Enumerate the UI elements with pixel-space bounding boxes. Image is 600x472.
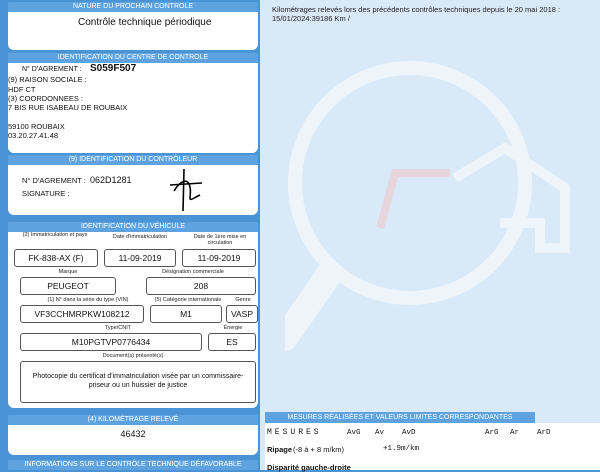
disparite-label: Disparité gauche-droite (267, 463, 351, 472)
col-ar: Ar (510, 429, 520, 437)
documents-value: Photocopie du certificat d'immatriculation visée par un commissaire-priseur ou un huissier de justice (20, 361, 256, 403)
phone: 03.20.27.41.48 (8, 131, 59, 140)
immat-value: FK-838-AX (F) (14, 249, 98, 267)
prochain-controle-box (8, 12, 258, 50)
centre-box (8, 63, 258, 153)
kilometrage-box (8, 425, 258, 455)
signature-label: SIGNATURE : (22, 189, 70, 198)
centre-agrement-label: N° D'AGREMENT : (22, 66, 82, 73)
documents-label: Document(s) présenté(s) (102, 353, 164, 359)
address-line2: 59100 ROUBAIX (8, 122, 65, 131)
raison-sociale-label: (9) RAISON SOCIALE : (8, 75, 87, 84)
centre-agrement-value: S059F507 (90, 63, 137, 74)
signature-image (166, 167, 206, 213)
vin-value: VF3CCHMRPKW108212 (20, 305, 144, 323)
coordonnees-label: (3) COORDONNEES : (8, 94, 84, 103)
designation-label: Désignation commerciale (162, 269, 224, 275)
vin-label: (1) N° dans la série du type (VIN) (47, 297, 129, 303)
prochain-controle-header: NATURE DU PROCHAIN CONTROLE (8, 2, 258, 12)
controleur-agrement-value: 062D1281 (90, 175, 132, 185)
km-history-text: Kilométrages relevés lors des précédents contrôles techniques depuis le 20 mai 2018 : 15/01/2024:39186 Km / (272, 5, 561, 23)
ripage-label: Ripage (267, 445, 293, 454)
col-arg: ArG (485, 429, 499, 437)
col-avg: AvG (347, 429, 361, 437)
genre-label: Genre (235, 297, 251, 303)
date-immat-label: Date d'immatriculation (112, 234, 168, 240)
ripage-value: +1.9m/km (383, 445, 420, 453)
prochain-controle-value: Contrôle technique périodique (78, 17, 212, 28)
col-ard: ArD (537, 429, 551, 437)
informations-defavorable-header: INFORMATIONS SUR LE CONTRÔLE TECHNIQUE DÉFAVORABLE (8, 460, 258, 470)
controleur-agrement-label: N° D'AGREMENT : (22, 176, 86, 185)
col-av: Av (375, 429, 385, 437)
immat-label: (2) Immatriculation et pays (22, 232, 88, 238)
magnifier-car-watermark-icon (285, 58, 585, 358)
ripage-range: (-8 à + 8 m/km) (293, 445, 345, 454)
designation-value: 208 (146, 277, 256, 295)
controleur-box (8, 165, 258, 215)
marque-value: PEUGEOT (20, 277, 116, 295)
categorie-value: M1 (150, 305, 222, 323)
controleur-header: (9) IDENTIFICATION DU CONTRÔLEUR (8, 155, 258, 165)
date-circulation-label: Date de 1ère mise en circulation (193, 234, 247, 246)
energie-value: ES (208, 333, 256, 351)
vehicule-header: IDENTIFICATION DU VÉHICULE (8, 222, 258, 232)
date-immat-value: 11-09-2019 (104, 249, 176, 267)
mesures-title: MESURES (267, 428, 322, 437)
centre-header: IDENTIFICATION DU CENTRE DE CONTROLE (8, 53, 258, 63)
vehicule-box (8, 232, 258, 408)
mesures-header: MESURES RÉALISÉES ET VALEURS LIMITES CORRESPONDANTES (265, 412, 535, 423)
marque-label: Marque (58, 269, 78, 275)
mesures-box (265, 423, 600, 470)
type-value: M10PGTVP0776434 (20, 333, 202, 351)
date-circulation-value: 11-09-2019 (182, 249, 256, 267)
genre-value: VASP (226, 305, 258, 323)
type-label: Type/CNIT (104, 325, 132, 331)
raison-sociale-value: HDF CT (8, 85, 36, 94)
kilometrage-value: 46432 (120, 429, 146, 439)
kilometrage-header: (4) KILOMÉTRAGE RELEVÉ (8, 415, 258, 425)
col-avd: AvD (402, 429, 416, 437)
categorie-label: (5) Catégorie internationale (154, 297, 222, 303)
address-line1: 7 BIS RUE ISABEAU DE ROUBAIX (8, 103, 128, 112)
energie-label: Énergie (223, 325, 243, 331)
